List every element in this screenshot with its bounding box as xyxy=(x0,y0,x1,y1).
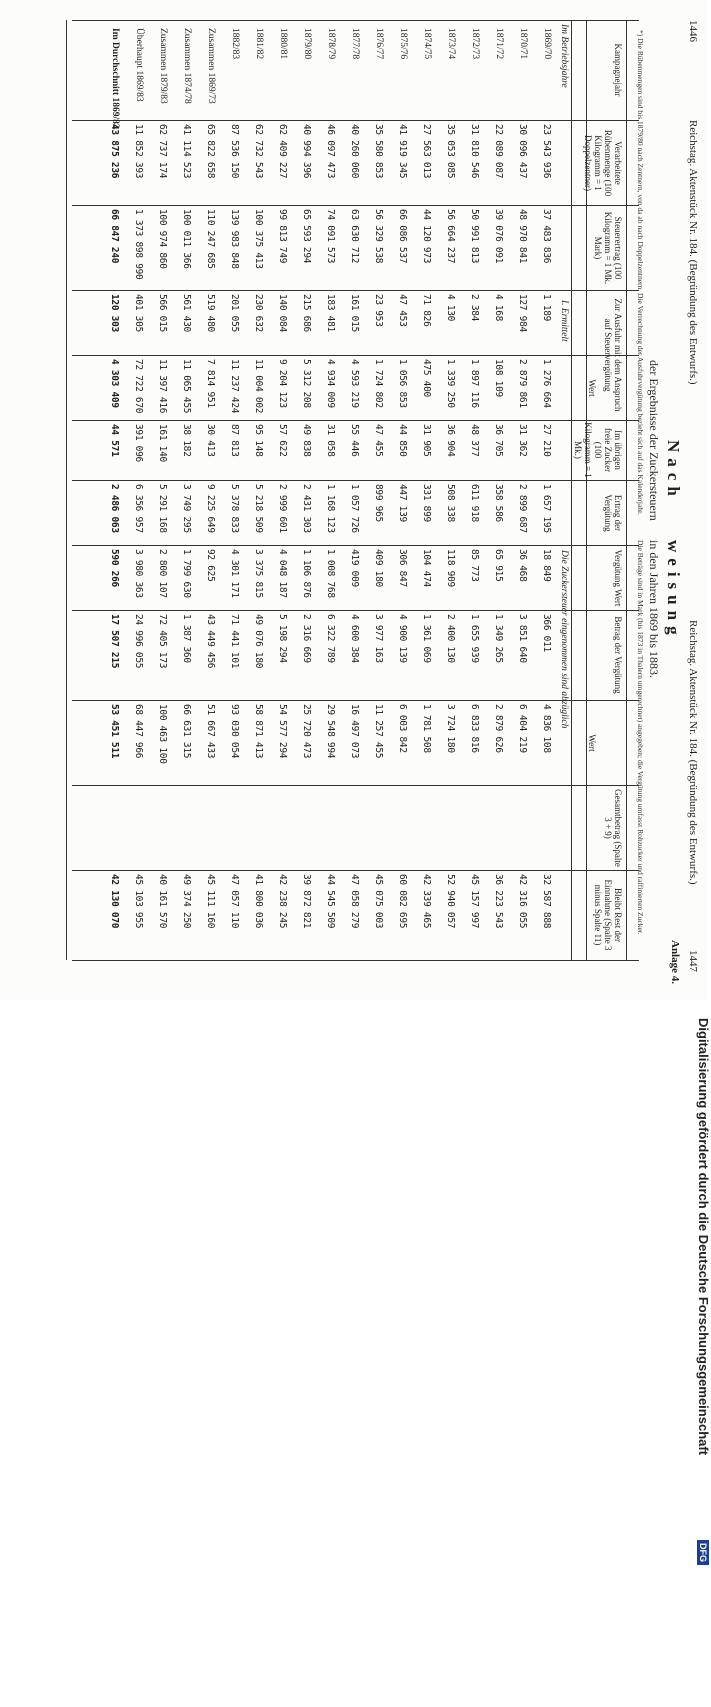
table-cell: 331 899 xyxy=(421,484,432,522)
table-cell: 31 362 xyxy=(517,424,528,457)
table-cell: 4 934 009 xyxy=(325,359,336,408)
sum-cell: 9 225 649 xyxy=(205,484,216,533)
table-cell: 366 011 xyxy=(541,614,552,652)
col-rule xyxy=(72,700,639,701)
sum-cell: 45 111 160 xyxy=(205,874,216,929)
table-cell: 1 339 250 xyxy=(445,359,456,408)
table-cell: 2 879 861 xyxy=(517,359,528,408)
table-cell: 1 008 768 xyxy=(325,549,336,598)
table-cell: 4 836 108 xyxy=(541,704,552,753)
table-cell: 508 338 xyxy=(445,484,456,522)
row-year: 1871/72 xyxy=(494,28,504,60)
table-cell: 1 056 853 xyxy=(397,359,408,408)
sum-label: Überhaupt 1869/83 xyxy=(134,28,144,102)
row-year: 1873/74 xyxy=(446,28,456,60)
table-cell: 4 900 139 xyxy=(397,614,408,663)
sum-cell: 110 247 685 xyxy=(205,209,216,269)
row-year: 1872/73 xyxy=(470,28,480,60)
sum-cell: 38 182 xyxy=(181,424,192,457)
table-cell: 611 918 xyxy=(469,484,480,522)
sum-cell: 45 103 955 xyxy=(133,874,144,929)
col-rule xyxy=(72,870,639,871)
table-cell: 11 004 002 xyxy=(253,359,264,414)
row-year: 1878/79 xyxy=(326,28,336,60)
sum-cell: 6 356 957 xyxy=(133,484,144,533)
sum-cell: 40 161 570 xyxy=(157,874,168,929)
table-cell: 139 983 848 xyxy=(229,209,240,269)
sum-cell: 161 140 xyxy=(157,424,168,462)
col-header-tax: Steuerertrag (100 Kilogramm = 1 Mk. Mark) xyxy=(593,211,623,285)
table-cell: 32 587 888 xyxy=(541,874,552,929)
table-cell: 42 339 465 xyxy=(421,874,432,929)
table-cell: 45 157 997 xyxy=(469,874,480,929)
table-cell: 22 089 087 xyxy=(493,124,504,179)
table-cell: 31 905 xyxy=(421,424,432,457)
sum-label: Zusammen 1874/78 xyxy=(182,28,192,104)
table-cell: 27 210 xyxy=(541,424,552,457)
table-cell: 36 223 543 xyxy=(493,874,504,929)
average-cell: 590 266 xyxy=(109,549,120,587)
sum-cell: 2 800 107 xyxy=(157,549,168,598)
page-number-left: 1446 xyxy=(687,20,699,42)
table-cell: 1 276 664 xyxy=(541,359,552,408)
col-header-year: Kampagnejahr xyxy=(613,43,623,97)
col-header-refund-amount: Betrag der Vergütung xyxy=(613,616,623,694)
table-cell: 74 091 573 xyxy=(325,209,336,264)
sum-cell: 100 011 366 xyxy=(181,209,192,269)
table-cell: 5 312 208 xyxy=(301,359,312,408)
table-cell: 201 055 xyxy=(229,294,240,332)
table-cell: 41 919 345 xyxy=(397,124,408,179)
table-cell: 4 600 384 xyxy=(349,614,360,663)
table-cell: 71 441 101 xyxy=(229,614,240,669)
table-cell: 2 899 687 xyxy=(517,484,528,533)
table-cell: 2 400 130 xyxy=(445,614,456,663)
table-cell: 3 724 180 xyxy=(445,704,456,753)
table-cell: 419 009 xyxy=(349,549,360,587)
table-cell: 6 833 816 xyxy=(469,704,480,753)
table-cell: 47 455 xyxy=(373,424,384,457)
average-cell: 43 875 236 xyxy=(109,124,120,179)
row-year: 1875/76 xyxy=(398,28,408,60)
table-cell: 35 053 085 xyxy=(445,124,456,179)
table-cell: 62 409 227 xyxy=(277,124,288,179)
table-cell: 31 058 xyxy=(325,424,336,457)
table-cell: 55 446 xyxy=(349,424,360,457)
sum-cell: 72 405 173 xyxy=(157,614,168,669)
col-rule xyxy=(72,20,639,21)
table-cell: 100 375 413 xyxy=(253,209,264,269)
table-cell: 63 630 712 xyxy=(349,209,360,264)
table-cell: 49 076 180 xyxy=(253,614,264,669)
table-cell: 25 720 473 xyxy=(301,704,312,759)
sum-cell: 51 667 433 xyxy=(205,704,216,759)
table-cell: 85 773 xyxy=(469,549,480,582)
table-cell: 56 664 237 xyxy=(445,209,456,264)
table-cell: 36 705 xyxy=(493,424,504,457)
sum-cell: 24 996 055 xyxy=(133,614,144,669)
sum-cell: 3 980 363 xyxy=(133,549,144,598)
table-cell: 36 904 xyxy=(445,424,456,457)
table-cell: 4 130 xyxy=(445,294,456,322)
sum-cell: 66 631 315 xyxy=(181,704,192,759)
table-cell: 11 237 424 xyxy=(229,359,240,414)
table-cell: 1 781 508 xyxy=(421,704,432,753)
sum-cell: 401 305 xyxy=(133,294,144,332)
table-cell: 65 593 294 xyxy=(301,209,312,264)
header-left-text: Reichstag. Aktenstück Nr. 184. (Begründung des Entwurfs.) xyxy=(687,120,699,385)
table-cell: 29 548 994 xyxy=(325,704,336,759)
row-year: 1881/82 xyxy=(254,28,264,60)
sum-cell: 7 814 951 xyxy=(205,359,216,408)
sum-cell: 30 413 xyxy=(205,424,216,457)
col-rule xyxy=(72,960,639,961)
table-cell: 71 826 xyxy=(421,294,432,327)
table-cell: 4 301 171 xyxy=(229,549,240,598)
table-cell: 899 965 xyxy=(373,484,384,522)
table-top-rule xyxy=(626,20,627,960)
table-cell: 1 897 116 xyxy=(469,359,480,408)
average-cell: 53 451 511 xyxy=(109,704,120,759)
note-left: *) Die Rübenmengen sind bis 1879/80 nach Zentnern, von da ab nach Doppelzentnern. Die Verrechnung der Ausfuhrvergütung bezieht sich auf das Kalenderjahr. xyxy=(636,30,645,515)
average-cell: 66 847 240 xyxy=(109,209,120,264)
sum-cell: 561 430 xyxy=(181,294,192,332)
sum-cell: 1 799 630 xyxy=(181,549,192,598)
table-cell: 9 204 123 xyxy=(277,359,288,408)
sum-cell: 62 737 174 xyxy=(157,124,168,179)
sum-cell: 41 114 523 xyxy=(181,124,192,179)
table-cell: 1 106 876 xyxy=(301,549,312,598)
section-label-mid: I. Ermittelt xyxy=(559,300,569,342)
row-year: 1879/80 xyxy=(302,28,312,60)
table-cell: 447 139 xyxy=(397,484,408,522)
table-cell: 40 260 060 xyxy=(349,124,360,179)
sum-label: Zusammen 1879/83 xyxy=(158,28,168,104)
table-cell: 140 084 xyxy=(277,294,288,332)
sum-cell: 519 480 xyxy=(205,294,216,332)
col-header-refund-value: Vergütung Wert xyxy=(613,549,623,607)
table-cell: 57 622 xyxy=(277,424,288,457)
subtitle-right: in den Jahren 1869 bis 1883. xyxy=(647,540,661,678)
col-header-total: Gesamtbetrag (Spalte 3 + 9) xyxy=(603,789,623,867)
table-cell: 47 057 110 xyxy=(229,874,240,929)
average-cell: 2 486 063 xyxy=(109,484,120,533)
average-cell: 42 130 070 xyxy=(109,874,120,929)
table-cell: 1 189 xyxy=(541,294,552,322)
table-cell: 44 545 509 xyxy=(325,874,336,929)
table-cell: 36 468 xyxy=(517,549,528,582)
table-cell: 40 994 396 xyxy=(301,124,312,179)
row-year: 1882/83 xyxy=(230,28,240,60)
sum-cell: 1 387 360 xyxy=(181,614,192,663)
table-cell: 3 851 640 xyxy=(517,614,528,663)
table-cell: 45 075 003 xyxy=(373,874,384,929)
table-cell: 30 096 437 xyxy=(517,124,528,179)
table-cell: 56 329 538 xyxy=(373,209,384,264)
table-cell: 31 810 546 xyxy=(469,124,480,179)
table-cell: 52 940 057 xyxy=(445,874,456,929)
page-number-right: 1447 xyxy=(687,950,699,972)
table-cell: 6 322 789 xyxy=(325,614,336,663)
anlage-label: Anlage 4. xyxy=(669,940,681,984)
sum-label: Zusammen 1869/73 xyxy=(206,28,216,104)
table-cell: 49 838 xyxy=(301,424,312,457)
row-year: 1874/75 xyxy=(422,28,432,60)
sum-cell: 100 463 100 xyxy=(157,704,168,764)
table-cell: 1 057 726 xyxy=(349,484,360,533)
table-cell: 18 849 xyxy=(541,549,552,582)
table-cell: 41 800 036 xyxy=(253,874,264,929)
col-rule xyxy=(72,205,639,206)
table-cell: 6 003 842 xyxy=(397,704,408,753)
table-cell: 475 400 xyxy=(421,359,432,397)
sum-cell: 92 625 xyxy=(205,549,216,582)
table-cell: 58 871 413 xyxy=(253,704,264,759)
table-cell: 39 872 821 xyxy=(301,874,312,929)
table-cell: 50 991 813 xyxy=(469,209,480,264)
col-header-remaining: Bleibt Rest der Einnahme (Spalte 3 minus Spalte 11) xyxy=(593,879,623,951)
table-cell: 2 316 669 xyxy=(301,614,312,663)
sum-cell: 1 373 898 990 xyxy=(133,209,144,280)
table-cell: 2 431 303 xyxy=(301,484,312,533)
table-cell: 2 384 xyxy=(469,294,480,322)
col-rule xyxy=(72,480,639,481)
sum-cell: 11 397 416 xyxy=(157,359,168,414)
table-cell: 46 097 473 xyxy=(325,124,336,179)
table-cell: 5 198 294 xyxy=(277,614,288,663)
table-cell: 65 915 xyxy=(493,549,504,582)
col-rule xyxy=(72,785,639,786)
table-cell: 3 375 815 xyxy=(253,549,264,598)
row-year: 1877/78 xyxy=(350,28,360,60)
table-cell: 5 378 833 xyxy=(229,484,240,533)
table-cell: 37 483 836 xyxy=(541,209,552,264)
average-label: Im Durchschnitt 1869/83 xyxy=(110,28,120,129)
section-label-right: Die Zuckersteuer eingenommen sind abzüglich xyxy=(559,550,569,729)
table-cell: 42 238 245 xyxy=(277,874,288,929)
note-right: Die Beträge sind in Mark (bis 1873 in Thalern umgerechnet) angegeben; die Vergütung umfasst Rohzucker und raffinierten Zucker. xyxy=(636,540,645,935)
dfg-badge: DFG xyxy=(697,1540,709,1565)
table-cell: 23 953 xyxy=(373,294,384,327)
table-cell: 230 632 xyxy=(253,294,264,332)
average-cell: 44 571 xyxy=(109,424,120,457)
table-cell: 27 563 013 xyxy=(421,124,432,179)
table-cell: 48 970 841 xyxy=(517,209,528,264)
table-cell: 95 148 xyxy=(253,424,264,457)
table-cell: 6 404 219 xyxy=(517,704,528,753)
table-cell: 11 257 455 xyxy=(373,704,384,759)
table-cell: 54 577 294 xyxy=(277,704,288,759)
table-bottom-rule xyxy=(66,20,67,960)
sum-cell: 5 291 168 xyxy=(157,484,168,533)
table-cell: 104 474 xyxy=(421,549,432,587)
table-cell: 1 657 195 xyxy=(541,484,552,533)
table-cell: 42 316 055 xyxy=(517,874,528,929)
table-cell: 47 058 279 xyxy=(349,874,360,929)
row-year: 1876/77 xyxy=(374,28,384,60)
table-cell: 48 377 xyxy=(469,424,480,457)
footer-credit: Digitalisierung gefördert durch die Deutsche Forschungsgemeinschaft xyxy=(696,1018,711,1456)
col-header-refund-yield: Ertrag der Vergütung xyxy=(603,494,623,532)
table-cell: 1 349 265 xyxy=(493,614,504,663)
table-cell: 39 076 091 xyxy=(493,209,504,264)
col-header-free-sugar: Im übrigen freie Zucker (100 Kilogramm = 1 Mk.) xyxy=(573,422,623,478)
table-cell: 16 497 073 xyxy=(349,704,360,759)
table-cell: 306 847 xyxy=(397,549,408,587)
table-cell: 66 086 537 xyxy=(397,209,408,264)
row-year: 1869/70 xyxy=(542,28,552,60)
table-cell: 161 015 xyxy=(349,294,360,332)
table-cell: 23 543 936 xyxy=(541,124,552,179)
table-cell: 118 909 xyxy=(445,549,456,587)
sum-cell: 43 449 456 xyxy=(205,614,216,669)
table-cell: 35 580 853 xyxy=(373,124,384,179)
table-cell: 5 218 509 xyxy=(253,484,264,533)
table-cell: 1 361 069 xyxy=(421,614,432,663)
table-cell: 4 168 xyxy=(493,294,504,322)
table-cell: 1 168 123 xyxy=(325,484,336,533)
col-header-value-1: Wert xyxy=(587,379,597,397)
col-header-value-2: Wert xyxy=(587,734,597,752)
sum-cell: 391 096 xyxy=(133,424,144,462)
col-rule xyxy=(72,420,639,421)
sum-cell: 3 749 295 xyxy=(181,484,192,533)
table-cell: 93 030 054 xyxy=(229,704,240,759)
section-label-left: Im Betriebsjahre xyxy=(559,24,569,88)
col-rule xyxy=(72,545,639,546)
col-rule xyxy=(72,290,639,291)
sum-cell: 566 015 xyxy=(157,294,168,332)
sum-cell: 49 374 250 xyxy=(181,874,192,929)
table-cell: 2 999 601 xyxy=(277,484,288,533)
table-cell: 409 180 xyxy=(373,549,384,587)
sum-cell: 11 852 393 xyxy=(133,124,144,179)
table-cell: 1 724 802 xyxy=(373,359,384,408)
table-cell: 87 813 xyxy=(229,424,240,457)
table-cell: 2 879 626 xyxy=(493,704,504,753)
average-cell: 4 303 409 xyxy=(109,359,120,408)
header-right-text: Reichstag. Aktenstück Nr. 184. (Begründung des Entwurfs.) xyxy=(687,620,699,885)
table-cell: 215 686 xyxy=(301,294,312,332)
table-cell: 127 984 xyxy=(517,294,528,332)
col-header-beets: Verarbeitete Rübenmenge (100 Kilogramm = 1 Doppelzentner) xyxy=(583,129,623,197)
sum-cell: 100 974 860 xyxy=(157,209,168,269)
average-cell: 17 507 215 xyxy=(109,614,120,669)
table-cell: 47 453 xyxy=(397,294,408,327)
table-cell: 99 813 749 xyxy=(277,209,288,264)
table-cell: 44 850 xyxy=(397,424,408,457)
sum-cell: 68 447 966 xyxy=(133,704,144,759)
average-cell: 120 303 xyxy=(109,294,120,332)
sum-cell: 65 822 658 xyxy=(205,124,216,179)
table-cell: 108 109 xyxy=(493,359,504,397)
table-cell: 4 048 187 xyxy=(277,549,288,598)
table-cell: 4 593 219 xyxy=(349,359,360,408)
col-rule xyxy=(72,610,639,611)
table-cell: 44 120 973 xyxy=(421,209,432,264)
table-cell: 3 977 163 xyxy=(373,614,384,663)
row-year: 1870/71 xyxy=(518,28,528,60)
col-header-export: Zur Ausfuhr mit dem Anspruch auf Steuervergütung xyxy=(603,298,623,412)
col-rule xyxy=(72,355,639,356)
table-header-rule-2 xyxy=(571,20,572,960)
row-year: 1880/81 xyxy=(278,28,288,60)
col-rule xyxy=(72,120,639,121)
table-cell: 60 082 695 xyxy=(397,874,408,929)
table-cell: 62 732 543 xyxy=(253,124,264,179)
table-cell: 358 586 xyxy=(493,484,504,522)
subtitle-left: der Ergebnisse der Zuckersteuern xyxy=(647,360,661,521)
table-cell: 183 481 xyxy=(325,294,336,332)
table-cell: 87 536 150 xyxy=(229,124,240,179)
title-part2: weisung xyxy=(664,540,683,641)
table-cell: 1 655 939 xyxy=(469,614,480,663)
sum-cell: 72 722 670 xyxy=(133,359,144,414)
sum-cell: 11 065 455 xyxy=(181,359,192,414)
title-part1: Nach xyxy=(664,440,683,502)
